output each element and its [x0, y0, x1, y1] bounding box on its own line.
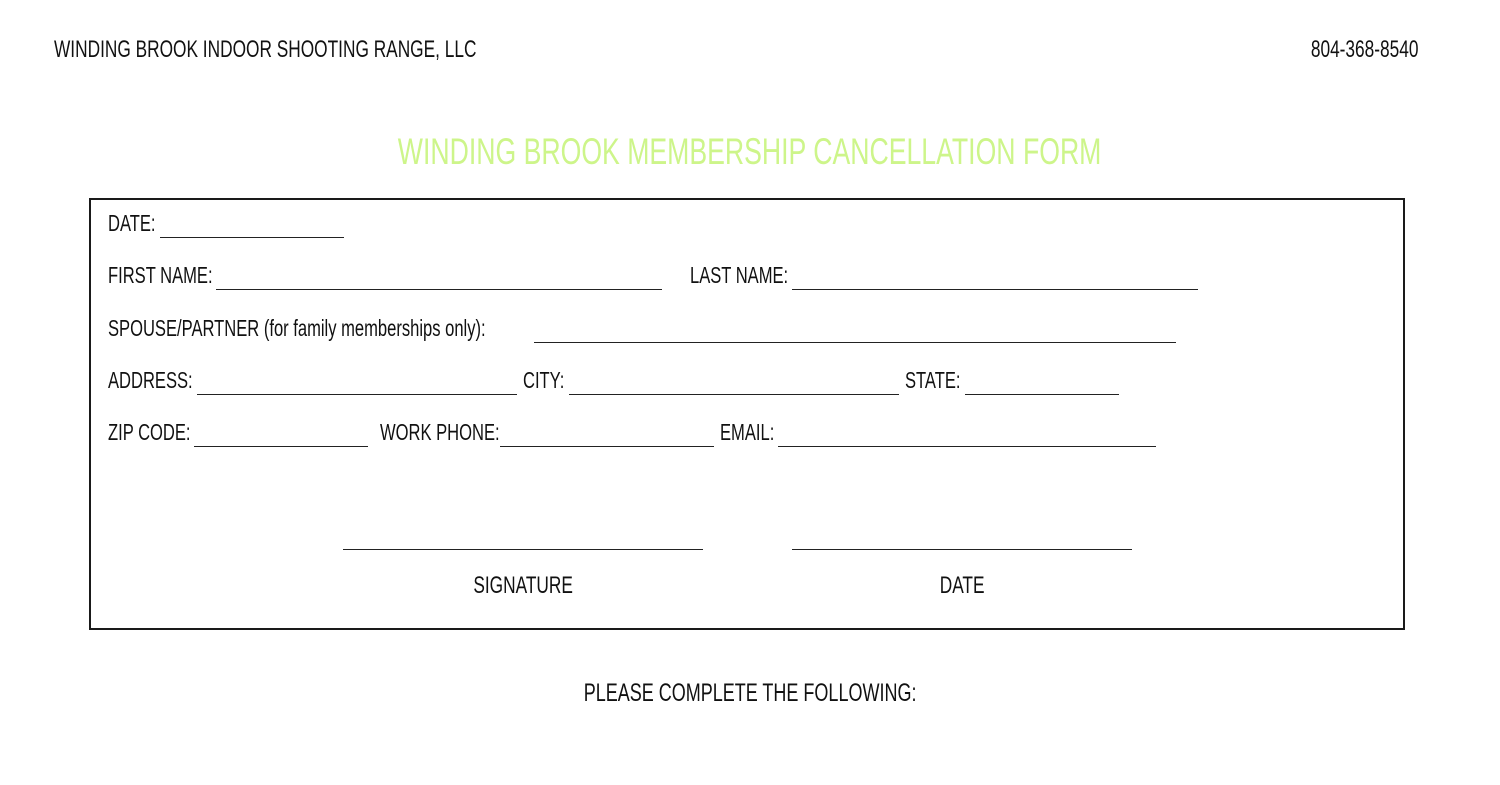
state-label: STATE:: [905, 367, 961, 393]
date-label: DATE:: [108, 210, 156, 236]
address-label: ADDRESS:: [108, 367, 193, 393]
date-row: [108, 208, 174, 238]
spouse-label: SPOUSE/PARTNER (for family memberships only):: [108, 315, 486, 341]
signature-date-line[interactable]: [792, 549, 1132, 550]
zip-label: ZIP CODE:: [108, 419, 191, 445]
state-row: [905, 365, 982, 395]
signature-label: SIGNATURE: [473, 572, 573, 599]
company-phone: 804-368-8540: [1310, 36, 1418, 63]
first-name-field[interactable]: [216, 289, 662, 290]
form-title: WINDING BROOK MEMBERSHIP CANCELLATION FORM: [398, 131, 1102, 172]
zip-field[interactable]: [194, 446, 368, 447]
email-row: [720, 417, 795, 447]
email-field[interactable]: [778, 446, 1156, 447]
email-label: EMAIL:: [720, 419, 775, 445]
work-phone-field[interactable]: [500, 446, 714, 447]
first-name-label: FIRST NAME:: [108, 262, 213, 288]
complete-instruction: PLEASE COMPLETE THE FOLLOWING:: [583, 679, 917, 707]
spouse-row: [108, 313, 632, 343]
work-phone-label: WORK PHONE:: [380, 419, 500, 445]
signature-date-label: DATE: [939, 572, 985, 599]
state-field[interactable]: [965, 394, 1119, 395]
date-field[interactable]: [160, 237, 344, 238]
last-name-field[interactable]: [792, 289, 1198, 290]
address-field[interactable]: [197, 394, 517, 395]
zip-row: [108, 417, 223, 447]
spouse-field[interactable]: [534, 342, 1176, 343]
city-field[interactable]: [569, 394, 899, 395]
address-row: [108, 365, 226, 395]
last-name-row: [690, 260, 826, 290]
name-row: [108, 260, 253, 290]
city-row: [523, 365, 581, 395]
city-label: CITY:: [523, 367, 565, 393]
last-name-label: LAST NAME:: [690, 262, 789, 288]
signature-line[interactable]: [343, 549, 703, 550]
work-phone-row: [380, 417, 546, 447]
company-name: WINDING BROOK INDOOR SHOOTING RANGE, LLC: [54, 36, 477, 63]
